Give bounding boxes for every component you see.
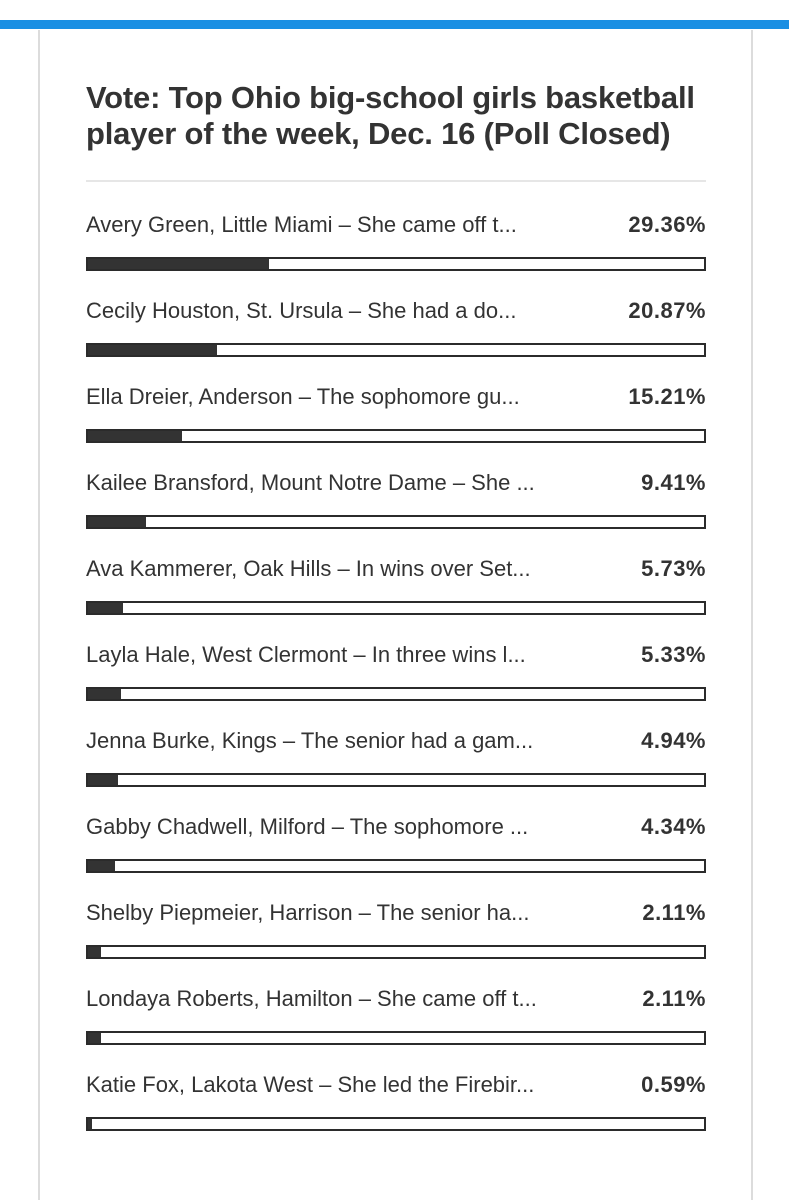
poll-option-row xyxy=(86,298,706,330)
poll-option-label: Avery Green, Little Miami – She came off t... xyxy=(86,212,517,237)
poll-option-percent: 2.11% xyxy=(642,986,706,1011)
poll-option-percent: 9.41% xyxy=(641,470,706,495)
poll-option-percent: 15.21% xyxy=(628,384,706,409)
result-bar-track xyxy=(86,945,706,959)
poll-option-row xyxy=(86,470,706,502)
poll-option-label: Shelby Piepmeier, Harrison – The senior ha... xyxy=(86,900,530,925)
poll-option-label: Ava Kammerer, Oak Hills – In wins over Set... xyxy=(86,556,531,581)
result-bar-fill xyxy=(88,689,121,699)
accent-stripe xyxy=(0,20,789,29)
poll-option xyxy=(86,986,706,1072)
poll-option-row xyxy=(86,212,706,244)
result-bar-fill xyxy=(88,1119,92,1129)
result-bar-fill xyxy=(88,861,115,871)
result-bar-track xyxy=(86,1031,706,1045)
result-bar-fill xyxy=(88,947,101,957)
poll-option-percent: 4.34% xyxy=(641,814,706,839)
poll-option-label: Kailee Bransford, Mount Notre Dame – She ... xyxy=(86,470,535,495)
poll-option-row xyxy=(86,556,706,588)
poll-option-row xyxy=(86,986,706,1018)
poll-option-row xyxy=(86,900,706,932)
result-bar-fill xyxy=(88,775,118,785)
title-divider xyxy=(86,180,706,182)
poll-option-row xyxy=(86,814,706,846)
result-bar-fill xyxy=(88,431,182,441)
poll-option-row xyxy=(86,728,706,760)
poll-option-label: Jenna Burke, Kings – The senior had a gam... xyxy=(86,728,534,753)
result-bar-fill xyxy=(88,259,269,269)
result-bar-track xyxy=(86,773,706,787)
poll-option xyxy=(86,814,706,900)
poll-option xyxy=(86,1072,706,1158)
result-bar-track xyxy=(86,515,706,529)
poll-option-label: Layla Hale, West Clermont – In three wins l... xyxy=(86,642,526,667)
poll-option-row xyxy=(86,1072,706,1104)
frame-border-right xyxy=(751,30,753,1200)
poll-option-label: Londaya Roberts, Hamilton – She came off t... xyxy=(86,986,537,1011)
poll-option-row xyxy=(86,642,706,674)
poll-option xyxy=(86,384,706,470)
poll-option-label: Ella Dreier, Anderson – The sophomore gu... xyxy=(86,384,520,409)
result-bar-track xyxy=(86,429,706,443)
poll-option-percent: 5.33% xyxy=(641,642,706,667)
poll-option xyxy=(86,212,706,298)
result-bar-track xyxy=(86,1117,706,1131)
result-bar-fill xyxy=(88,1033,101,1043)
result-bar-track xyxy=(86,257,706,271)
poll-results-list xyxy=(86,212,706,1158)
poll-option-percent: 4.94% xyxy=(641,728,706,753)
poll-option xyxy=(86,470,706,556)
poll-option-percent: 2.11% xyxy=(642,900,706,925)
poll-option-percent: 5.73% xyxy=(641,556,706,581)
poll-option-label: Cecily Houston, St. Ursula – She had a do... xyxy=(86,298,517,323)
frame-border-left xyxy=(38,30,40,1200)
poll-option xyxy=(86,298,706,384)
poll-widget xyxy=(86,80,706,1158)
poll-option-percent: 29.36% xyxy=(628,212,706,237)
poll-option xyxy=(86,728,706,814)
result-bar-fill xyxy=(88,345,217,355)
poll-option-percent: 0.59% xyxy=(641,1072,706,1097)
poll-option-label: Gabby Chadwell, Milford – The sophomore ... xyxy=(86,814,529,839)
poll-title: Vote: Top Ohio big-school girls basketball player of the week, Dec. 16 (Poll Closed) xyxy=(86,80,695,151)
result-bar-fill xyxy=(88,603,123,613)
poll-option xyxy=(86,900,706,986)
result-bar-track xyxy=(86,601,706,615)
poll-option-label: Katie Fox, Lakota West – She led the Firebir... xyxy=(86,1072,535,1097)
result-bar-track xyxy=(86,343,706,357)
result-bar-track xyxy=(86,687,706,701)
poll-option-percent: 20.87% xyxy=(628,298,706,323)
poll-option xyxy=(86,556,706,642)
result-bar-fill xyxy=(88,517,146,527)
poll-option xyxy=(86,642,706,728)
poll-option-row xyxy=(86,384,706,416)
result-bar-track xyxy=(86,859,706,873)
